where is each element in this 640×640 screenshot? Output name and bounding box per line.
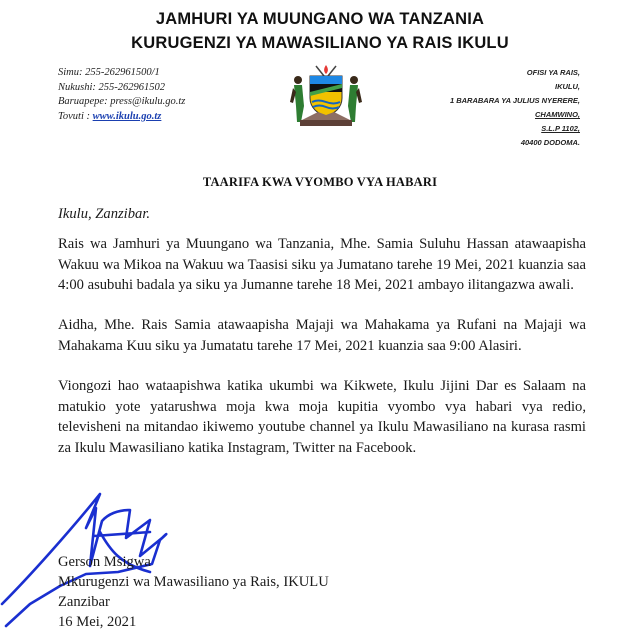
- website-link[interactable]: www.ikulu.go.tz: [92, 110, 162, 122]
- office-line-1: OFISI YA RAIS,: [526, 68, 580, 77]
- paragraph-1: Rais wa Jamhuri ya Muungano wa Tanzania, Mhe. Samia Suluhu Hassan atawaapisha Wakuu wa Mikoa na Wakuu wa Taasisi siku ya Jumatano tarehe 19 Mei, 2021 kuanzia saa 4:00 asubuhi badala ya siku ya Jumanne tarehe 18 Mei, 2021 ambayo ilitangazwa awali.: [58, 236, 586, 293]
- header-line-1: JAMHURI YA MUUNGANO WA TANZANIA: [155, 10, 485, 28]
- email-line: Baruapepe: press@ikulu.go.tz: [58, 96, 186, 107]
- office-line-2: IKULU,: [555, 82, 580, 91]
- website-label: Tovuti :: [58, 110, 93, 122]
- phone-line: Simu: 255-262961500/1: [58, 67, 160, 78]
- signer-name: Gerson Msigwa: [58, 554, 151, 570]
- signer-location: Zanzibar: [58, 594, 110, 610]
- paragraph-2: Aidha, Mhe. Rais Samia atawaapisha Majaji wa Mahakama ya Rufani na Majaji wa Mahakama Kuu siku ya Jumatatu tarehe 17 Mei, 2021 kuanzia saa 9:00 Alasiri.: [58, 317, 586, 354]
- fax-line: Nukushi: 255-262961502: [58, 81, 166, 93]
- office-line-6: 40400 DODOMA.: [520, 138, 580, 147]
- place-line: Ikulu, Zanzibar.: [58, 206, 151, 222]
- office-line-5: S.L.P 1102,: [541, 124, 580, 133]
- office-address: [450, 66, 580, 150]
- signer-position: Mkurugenzi wa Mawasiliano ya Rais, IKULU: [58, 574, 329, 590]
- website-line: [58, 110, 185, 125]
- contact-block: [58, 66, 185, 124]
- header-line-2: KURUGENZI YA MAWASILIANO YA RAIS IKULU: [131, 34, 509, 52]
- paragraph-3: Viongozi hao wataapishwa katika ukumbi wa Kikwete, Ikulu Jijini Dar es Salaam na matukio yote yatarushwa moja kwa moja kupitia vyombo vya habari vya redio, televisheni na mitandao ikiwemo youtube channel ya Ikulu Mawasiliano na kurasa rasmi za Ikulu Mawasiliano katika Instagram, Twitter na Facebook.: [58, 378, 586, 456]
- office-line-3: 1 BARABARA YA JULIUS NYERERE,: [449, 96, 580, 105]
- document-date: 16 Mei, 2021: [58, 614, 137, 630]
- office-line-4: CHAMWINO,: [535, 110, 580, 119]
- coat-of-arms-icon: [288, 62, 364, 128]
- document-title: TAARIFA KWA VYOMBO VYA HABARI: [202, 175, 438, 189]
